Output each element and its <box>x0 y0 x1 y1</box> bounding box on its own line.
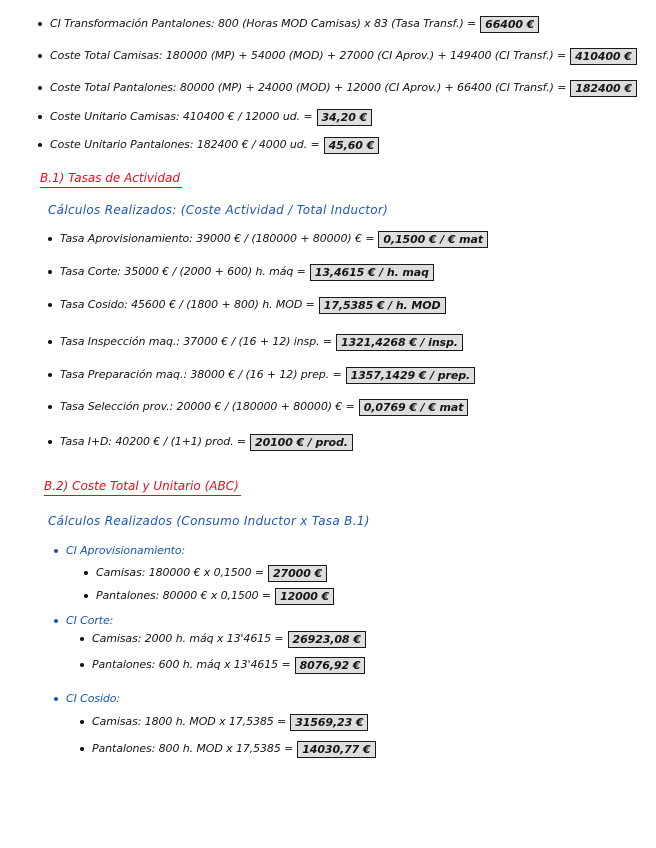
tasa-row <box>48 263 434 281</box>
line-text: CI Transformación Pantalones: 800 (Horas MOD Camisas) x 83 (Tasa Transf.) = <box>50 17 477 30</box>
bullet <box>80 663 84 667</box>
result-box: 66400 € <box>480 16 539 33</box>
tasa-row <box>48 296 446 314</box>
result-box: 12000 € <box>275 588 334 605</box>
tasa-text: Tasa Aprovisionamiento: 39000 € / (180000 + 80000) € = <box>60 232 375 245</box>
bullet <box>48 373 52 377</box>
line-text: Coste Unitario Camisas: 410400 € / 12000 ud. = <box>50 110 313 123</box>
calc-row <box>80 656 365 674</box>
line-text: Coste Total Camisas: 180000 (MP) + 54000 (MOD) + 27000 (CI Aprov.) + 149400 (CI Transf.) = <box>50 49 567 62</box>
calc-row <box>84 587 334 605</box>
calc-row <box>80 713 368 731</box>
bullet <box>48 270 52 274</box>
tasa-row <box>48 333 463 351</box>
tasa-text: Tasa Preparación maq.: 38000 € / (16 + 12) prep. = <box>60 368 342 381</box>
calc-text: Pantalones: 600 h. máq x 13'4615 = <box>92 658 291 671</box>
line-coste-total-camisas <box>38 47 637 65</box>
result-box: 182400 € <box>570 80 637 97</box>
line-coste-total-pantalones <box>38 79 637 97</box>
bullet <box>84 571 88 575</box>
result-box: 8076,92 € <box>295 657 366 674</box>
calc-row <box>84 564 327 582</box>
bullet <box>38 143 42 147</box>
bullet <box>54 619 58 623</box>
calc-row <box>80 630 366 648</box>
group-ci-aprovisionamiento <box>54 542 185 560</box>
tasa-text: Tasa Cosido: 45600 € / (1800 + 800) h. MOD = <box>60 298 315 311</box>
bullet <box>80 637 84 641</box>
bullet <box>38 54 42 58</box>
bullet <box>54 697 58 701</box>
bullet <box>48 405 52 409</box>
result-box: 13,4615 € / h. maq <box>310 264 434 281</box>
subtitle-note: (Coste Actividad / Total Inductor) <box>180 203 389 217</box>
bullet <box>48 237 52 241</box>
result-box: 1321,4268 € / insp. <box>336 334 463 351</box>
line-text: Coste Total Pantalones: 80000 (MP) + 24000 (MOD) + 12000 (CI Aprov.) + 66400 (CI Transf.) = <box>50 81 567 94</box>
tasa-row <box>48 433 353 451</box>
section-title-b1: B.1) Tasas de Actividad <box>40 170 182 188</box>
line-ci-transformacion-pantalones <box>38 15 539 33</box>
line-coste-unitario-camisas <box>38 108 372 126</box>
line-coste-unitario-pantalones <box>38 136 379 154</box>
tasa-text: Tasa Corte: 35000 € / (2000 + 600) h. máq = <box>60 265 306 278</box>
tasa-text: Tasa Selección prov.: 20000 € / (180000 + 80000) € = <box>60 400 355 413</box>
result-box: 0,1500 € / € mat <box>378 231 488 248</box>
line-text: Coste Unitario Pantalones: 182400 € / 4000 ud. = <box>50 138 320 151</box>
bullet <box>84 594 88 598</box>
subtitle-b2: Cálculos Realizados (Consumo Inductor x Tasa B.1) <box>48 514 370 528</box>
subtitle-b1 <box>48 201 388 219</box>
bullet <box>80 747 84 751</box>
bullet <box>38 115 42 119</box>
group-ci-cosido <box>54 690 120 708</box>
calc-text: Camisas: 1800 h. MOD x 17,5385 = <box>92 715 287 728</box>
result-box: 410400 € <box>570 48 637 65</box>
calc-text: Camisas: 180000 € x 0,1500 = <box>96 566 264 579</box>
tasa-row <box>48 366 475 384</box>
result-box: 34,20 € <box>317 109 373 126</box>
result-box: 20100 € / prod. <box>250 434 353 451</box>
bullet <box>54 549 58 553</box>
group-label: CI Aprovisionamiento: <box>66 544 186 557</box>
calc-text: Pantalones: 800 h. MOD x 17,5385 = <box>92 742 294 755</box>
group-label: CI Corte: <box>66 614 114 627</box>
result-box: 31569,23 € <box>290 714 368 731</box>
bullet <box>38 22 42 26</box>
result-box: 45,60 € <box>324 137 380 154</box>
result-box: 26923,08 € <box>288 631 366 648</box>
bullet <box>48 440 52 444</box>
bullet <box>48 340 52 344</box>
bullet <box>80 720 84 724</box>
tasa-text: Tasa Inspección maq.: 37000 € / (16 + 12) insp. = <box>60 335 332 348</box>
section-title-b2: B.2) Coste Total y Unitario (ABC) <box>44 478 241 496</box>
bullet <box>48 303 52 307</box>
tasa-text: Tasa I+D: 40200 € / (1+1) prod. = <box>60 435 247 448</box>
result-box: 27000 € <box>268 565 327 582</box>
result-box: 0,0769 € / € mat <box>359 399 469 416</box>
calc-text: Pantalones: 80000 € x 0,1500 = <box>96 589 272 602</box>
tasa-row <box>48 398 468 416</box>
calc-row <box>80 740 376 758</box>
bullet <box>38 86 42 90</box>
group-label: CI Cosido: <box>66 692 121 705</box>
group-ci-corte <box>54 612 113 630</box>
subtitle-label: Cálculos Realizados: <box>48 203 177 217</box>
result-box: 1357,1429 € / prep. <box>346 367 475 384</box>
calc-text: Camisas: 2000 h. máq x 13'4615 = <box>92 632 284 645</box>
result-box: 17,5385 € / h. MOD <box>319 297 446 314</box>
tasa-row <box>48 230 488 248</box>
result-box: 14030,77 € <box>297 741 375 758</box>
